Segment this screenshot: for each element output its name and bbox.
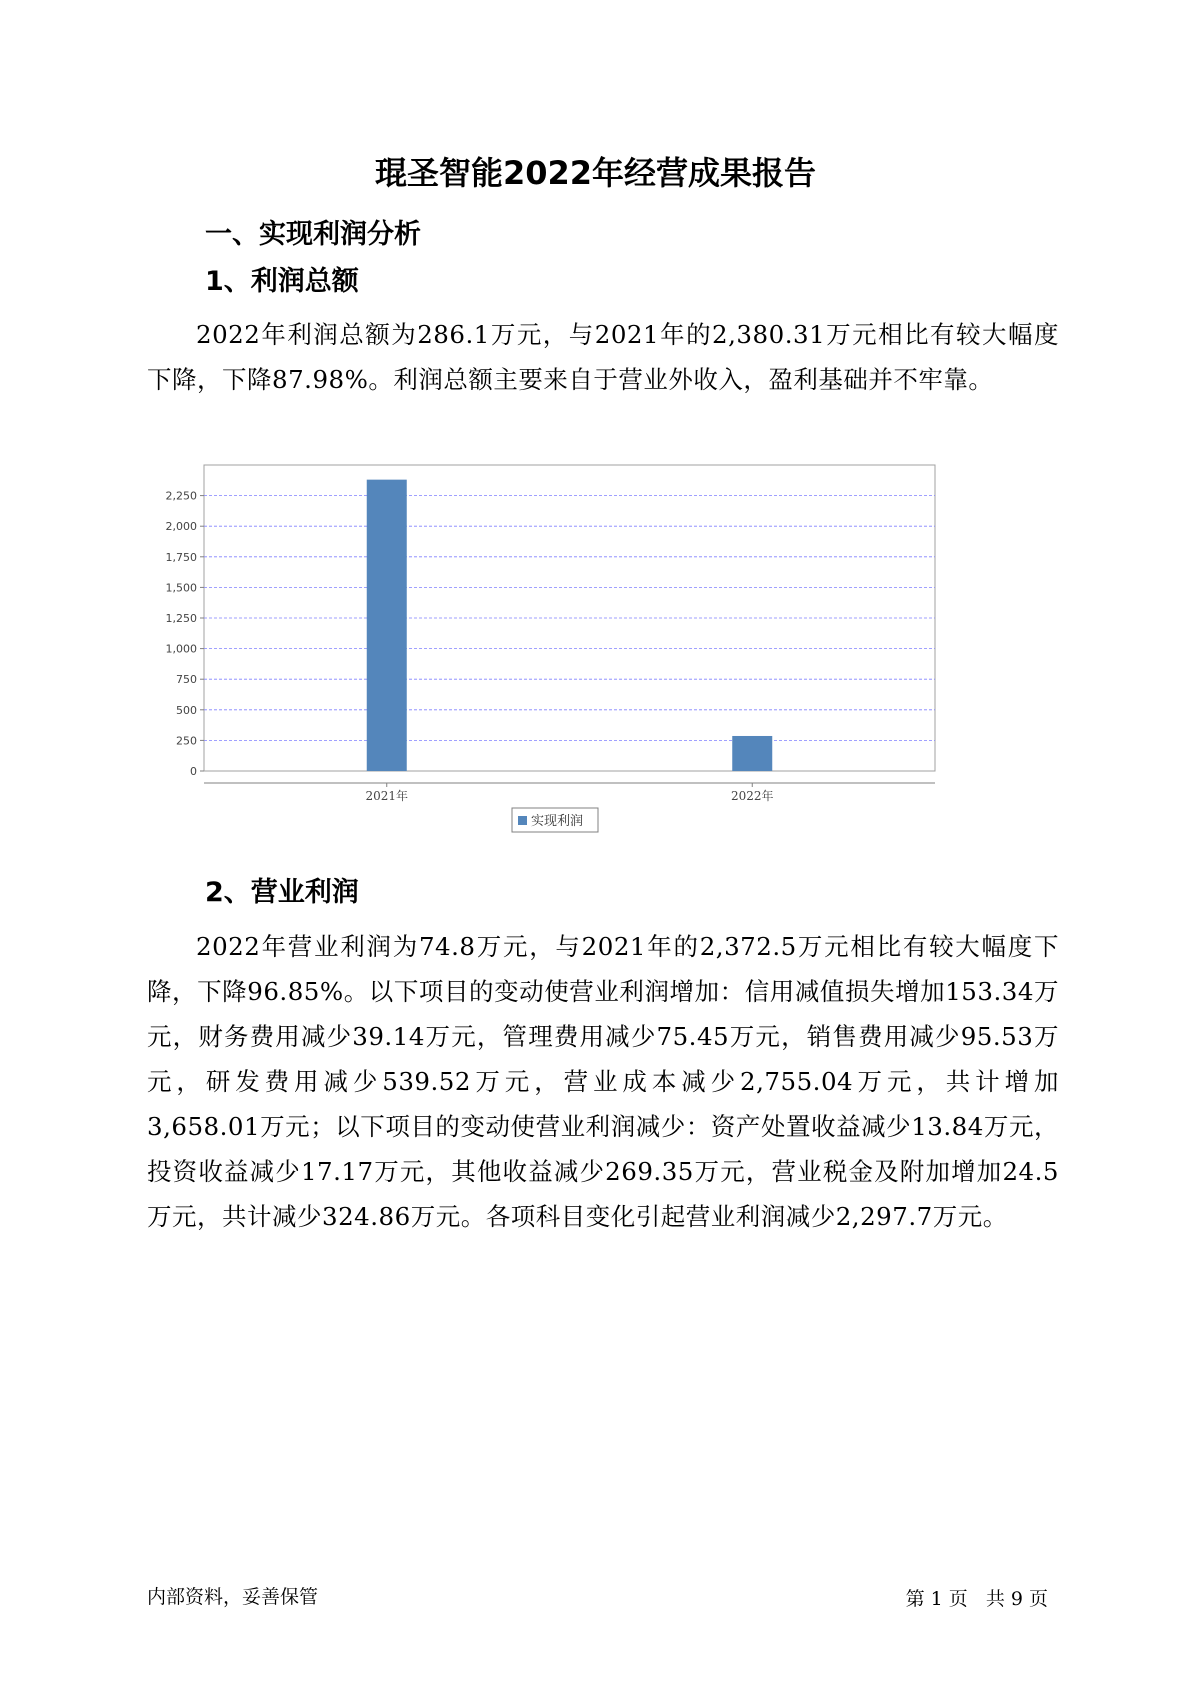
y-tick-label: 250 (176, 734, 197, 748)
total-prefix: 共 (985, 1588, 1005, 1610)
section-heading-profit-analysis: 一、实现利润分析 (205, 219, 421, 250)
y-tick-label: 0 (190, 765, 197, 778)
y-tick-label: 2,000 (165, 520, 197, 534)
footer-page-indicator (903, 1584, 1051, 1611)
bar (732, 736, 772, 771)
legend-label: 实现利润 (531, 814, 584, 829)
profit-chart (160, 455, 1030, 915)
paragraph-operating-profit: 2022年营业利润为74.8万元，与2021年的2,372.5万元相比有较大幅度下降，下降96.85%。以下项目的变动使营业利润增加：信用减值损失增加153.34万元，财务费用减少39.14万元，管理费用减少75.45万元，销售费用减少95.53万元，研发费用减少539.52万元，营业成本减少2,755.04万元，共计增加3,658.01万元；以下项目的变动使营业利润减少：资产处置收益减少13.84万元，投资收益减少17.17万元，其他收益减少269.35万元，营业税金及附加增加24.5万元，共计减少324.86万元。各项科目变化引起营业利润减少2,297.7万元。 (147, 932, 1059, 1231)
y-tick-label: 1,250 (165, 612, 197, 625)
y-tick-label: 1,500 (165, 581, 197, 595)
report-title: 琨圣智能2022年经营成果报告 (374, 154, 817, 192)
subheading-total-profit: 1、利润总额 (205, 266, 359, 297)
y-tick-label: 2,250 (165, 489, 197, 503)
total-unit: 页 (1028, 1588, 1048, 1610)
page-prefix: 第 (905, 1588, 925, 1610)
paragraph-total-profit: 2022年利润总额为286.1万元，与2021年的2,380.31万元相比有较大幅度下降，下降87.98%。利润总额主要来自于营业外收入，盈利基础并不牢靠。 (147, 320, 1059, 394)
subheading-operating-profit: 2、营业利润 (205, 877, 359, 908)
x-tick-label: 2021年 (365, 789, 409, 803)
profit-bar-chart (160, 455, 1030, 915)
y-tick-label: 1,750 (165, 550, 197, 564)
footer-confidential-note: 内部资料，妥善保管 (147, 1586, 319, 1608)
page-unit: 页 (948, 1588, 968, 1610)
total-pages: 9 (1010, 1588, 1023, 1610)
bar (367, 480, 407, 771)
legend-swatch (518, 816, 527, 825)
y-tick-label: 500 (176, 703, 197, 717)
page-number: 1 (930, 1588, 943, 1610)
y-tick-label: 1,000 (165, 642, 197, 656)
y-tick-label: 750 (176, 673, 197, 687)
x-tick-label: 2022年 (730, 789, 774, 803)
